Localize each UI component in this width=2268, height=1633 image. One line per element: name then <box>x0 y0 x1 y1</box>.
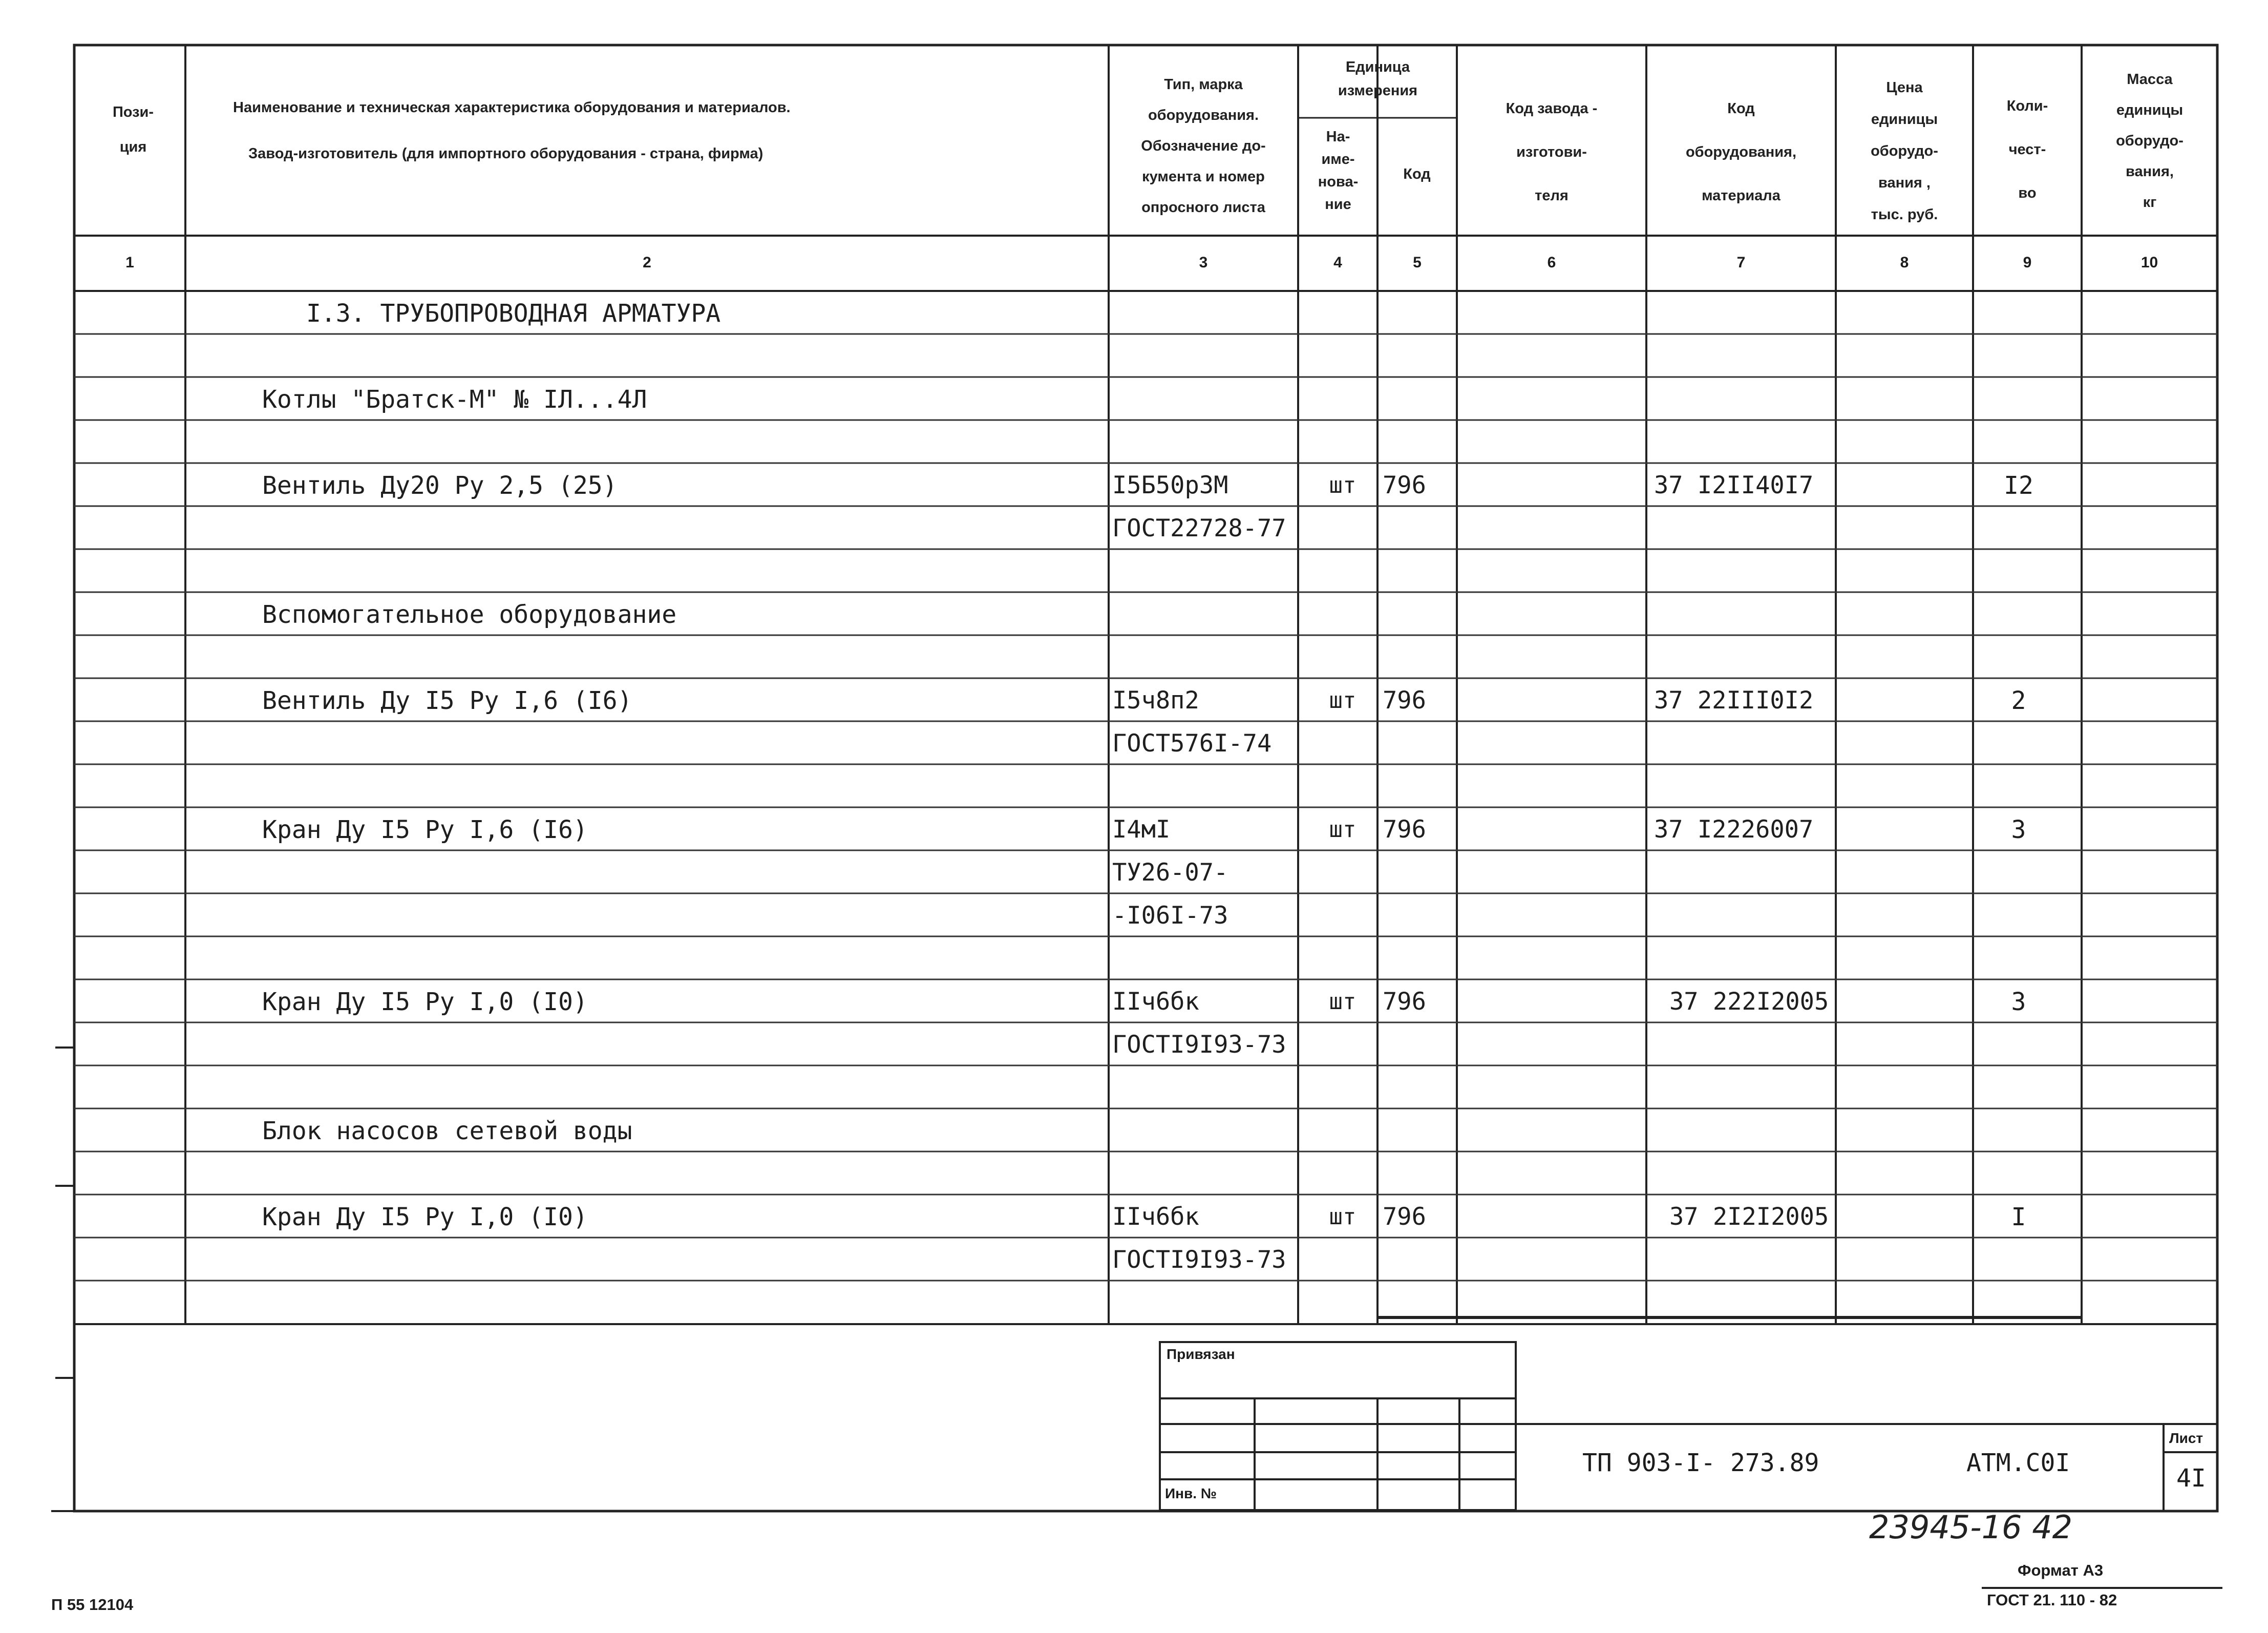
item-type: ГОСТI9I93-73 <box>1112 1246 1286 1274</box>
header-unit-group-line-2: измерения <box>1338 82 1418 99</box>
inventory-number-label: Инв. № <box>1165 1485 1217 1501</box>
table-row <box>0 1238 2268 1281</box>
header-mass-line-2: единицы <box>2116 102 2184 118</box>
header-unit-name-line-1: На- <box>1326 129 1350 145</box>
item-name: Котлы "Братск-М" № IЛ...4Л <box>262 385 647 414</box>
column-number-5: 5 <box>1413 254 1422 271</box>
header-plant-code-line-1: Код завода - <box>1506 100 1598 117</box>
table-row <box>0 807 2268 850</box>
album-code: АТМ.С0I <box>1966 1449 2070 1477</box>
item-quantity: I2 <box>2004 471 2033 500</box>
item-unit: шт <box>1329 472 1356 498</box>
header-price-line-4: вания , <box>1878 175 1931 191</box>
item-type: ГОСТI9I93-73 <box>1112 1031 1286 1059</box>
column-number-9: 9 <box>2023 254 2032 271</box>
item-quantity: 2 <box>2011 686 2026 715</box>
column-number-10: 10 <box>2140 254 2158 271</box>
table-row <box>0 592 2268 635</box>
column-number-7: 7 <box>1736 254 1746 271</box>
header-unit-name-line-3: нова- <box>1318 174 1359 190</box>
header-unit-name-line-4: ние <box>1325 196 1351 213</box>
gost-label: ГОСТ 21. 110 - 82 <box>1987 1591 2117 1609</box>
section-title: I.3. ТРУБОПРОВОДНАЯ АРМАТУРА <box>306 299 721 328</box>
item-unit: шт <box>1329 989 1356 1015</box>
item-name: Вспомогательное оборудование <box>262 600 677 629</box>
item-type: -I06I-73 <box>1112 902 1228 930</box>
item-unit-code: 796 <box>1383 1203 1426 1231</box>
table-row <box>0 1108 2268 1152</box>
column-number-1: 1 <box>125 254 134 271</box>
form-code: П 55 12104 <box>51 1596 134 1614</box>
header-plant-code-line-3: теля <box>1535 187 1568 204</box>
table-row <box>0 979 2268 1022</box>
sheet-number: 4I <box>2176 1464 2206 1493</box>
item-equipment-code: 37 I2II40I7 <box>1654 471 1814 499</box>
item-type: I5ч8п2 <box>1112 686 1199 715</box>
item-type: IIч6бк <box>1112 1203 1199 1231</box>
item-type: ТУ26-07- <box>1112 859 1228 887</box>
header-equipment-code-line-2: оборудования, <box>1685 144 1797 160</box>
header-position <box>84 95 182 164</box>
sheet-label: Лист <box>2169 1430 2203 1446</box>
header-unit-name <box>1300 125 1376 216</box>
header-type-line-1: Тип, марка <box>1164 76 1243 93</box>
table-row <box>0 893 2268 936</box>
item-unit-code: 796 <box>1383 686 1426 715</box>
header-quantity-line-1: Коли- <box>2006 98 2048 114</box>
header-quantity <box>1975 85 2080 215</box>
item-unit-code: 796 <box>1383 471 1426 499</box>
item-equipment-code: 37 22III0I2 <box>1654 686 1814 715</box>
table-row <box>0 377 2268 420</box>
header-type-line-3: Обозначение до- <box>1141 138 1266 154</box>
column-number-8: 8 <box>1900 254 1909 271</box>
table-row <box>0 1195 2268 1238</box>
item-type: I5Б50р3М <box>1112 471 1228 499</box>
header-name-line-1: Наименование и техническая характеристика оборудования и материалов. <box>233 99 791 116</box>
column-number-4: 4 <box>1333 254 1342 271</box>
header-name-line-2: Завод-изготовитель (для импортного оборудования - страна, фирма) <box>248 145 764 162</box>
column-number-2: 2 <box>643 254 651 271</box>
header-quantity-line-2: чест- <box>2008 141 2046 158</box>
header-price-line-1: Цена <box>1886 79 1923 96</box>
item-name: Кран Ду I5 Ру I,6 (I6) <box>262 815 588 844</box>
header-type-line-2: оборудования. <box>1148 107 1259 123</box>
header-unit-code: Код <box>1403 166 1431 182</box>
item-equipment-code: 37 I2226007 <box>1654 815 1814 844</box>
header-mass-line-5: кг <box>2143 194 2157 211</box>
column-number-6: 6 <box>1547 254 1556 271</box>
item-quantity: I <box>2011 1203 2026 1231</box>
header-plant-code-line-2: изготови- <box>1516 144 1587 160</box>
item-unit-code: 796 <box>1383 815 1426 844</box>
item-equipment-code: 37 222I2005 <box>1669 988 1829 1016</box>
header-mass-line-1: Масса <box>2127 71 2173 88</box>
header-equipment-code-line-1: Код <box>1727 100 1755 117</box>
table-row <box>0 506 2268 549</box>
header-quantity-line-3: во <box>2018 185 2037 201</box>
header-type-line-5: опросного листа <box>1141 199 1265 216</box>
header-position-line-2: ция <box>119 139 147 155</box>
item-unit-code: 796 <box>1383 988 1426 1016</box>
header-equipment-code <box>1648 87 1834 218</box>
handwritten-archive-number: 23945-16 42 <box>1869 1509 2073 1546</box>
header-price <box>1837 72 1972 231</box>
table-row <box>0 463 2268 506</box>
header-unit-group <box>1300 55 1456 102</box>
item-quantity: 3 <box>2011 988 2026 1016</box>
header-equipment-code-line-3: материала <box>1702 187 1781 204</box>
format-label: Формат А3 <box>2018 1561 2104 1579</box>
table-row <box>0 721 2268 764</box>
header-unit-group-line-1: Единица <box>1345 59 1410 75</box>
header-mass-line-3: оборудо- <box>2116 133 2184 149</box>
item-name: Вентиль Ду20 Ру 2,5 (25) <box>262 471 618 500</box>
project-designation: ТП 903-I- 273.89 <box>1582 1449 1819 1477</box>
item-type: I4мI <box>1112 815 1171 844</box>
column-number-3: 3 <box>1199 254 1208 271</box>
item-type: ГОСТ576I-74 <box>1112 729 1272 758</box>
item-unit: шт <box>1329 816 1356 843</box>
header-price-line-5: тыс. руб. <box>1871 206 1938 223</box>
header-unit-name-line-2: име- <box>1321 151 1355 168</box>
item-type: IIч6бк <box>1112 988 1199 1016</box>
header-price-line-3: оборудо- <box>1871 143 1938 159</box>
header-price-line-2: единицы <box>1871 111 1938 128</box>
table-row <box>0 291 2268 334</box>
item-type: ГОСТ22728-77 <box>1112 514 1286 542</box>
header-plant-code <box>1458 87 1645 218</box>
header-type-line-4: кумента и номер <box>1142 169 1265 185</box>
item-name: Кран Ду I5 Ру I,0 (I0) <box>262 1203 588 1231</box>
header-type <box>1110 69 1297 223</box>
item-equipment-code: 37 2I2I2005 <box>1669 1203 1829 1231</box>
item-name: Вентиль Ду I5 Ру I,6 (I6) <box>262 686 632 715</box>
table-row <box>0 850 2268 893</box>
item-name: Кран Ду I5 Ру I,0 (I0) <box>262 988 588 1016</box>
header-mass-line-4: вания, <box>2126 163 2174 180</box>
header-mass <box>2083 64 2216 218</box>
item-name: Блок насосов сетевой воды <box>262 1117 632 1145</box>
table-row <box>0 678 2268 721</box>
attached-label: Привязан <box>1167 1346 1235 1362</box>
item-unit: шт <box>1329 1204 1356 1230</box>
header-position-line-1: Пози- <box>112 104 154 120</box>
table-row <box>0 1022 2268 1065</box>
item-quantity: 3 <box>2011 815 2026 844</box>
item-unit: шт <box>1329 687 1356 714</box>
